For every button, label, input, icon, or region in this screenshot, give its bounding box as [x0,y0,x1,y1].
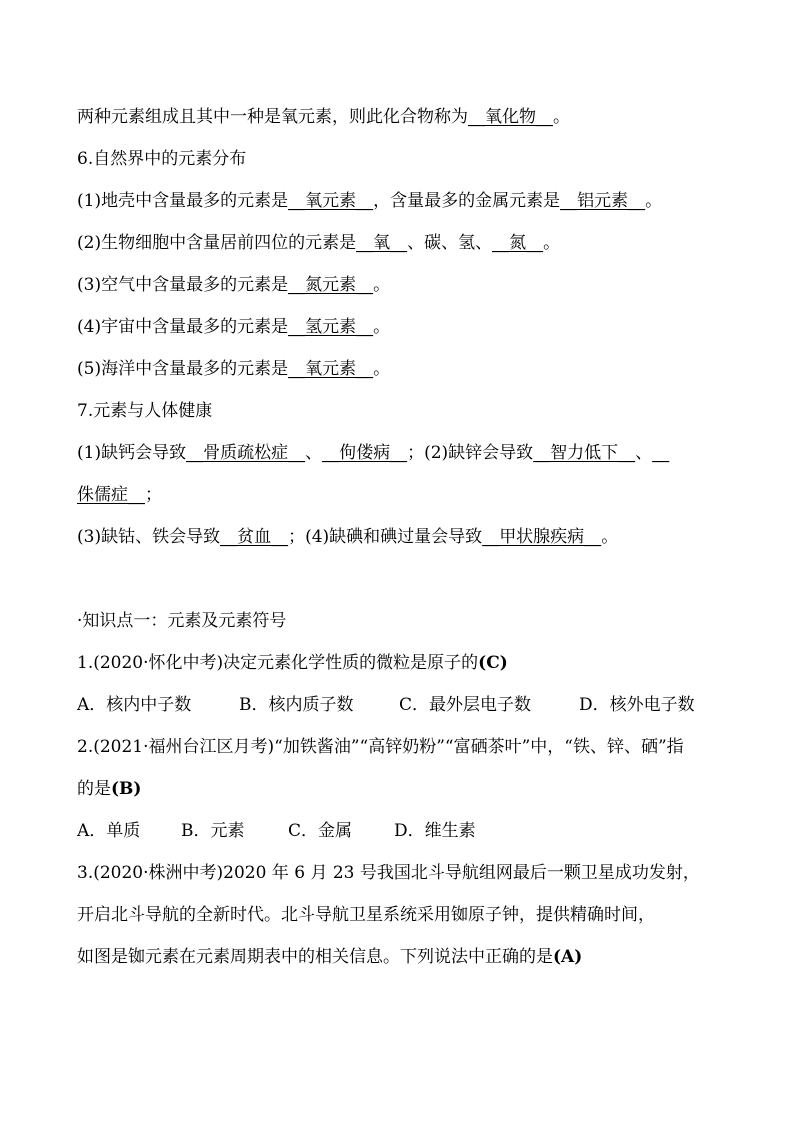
line-dwarfism [77,484,162,506]
answer-blank: __佝偻病__ [322,443,408,463]
text: 。 [543,233,561,253]
answer-blank: __甲状腺疾病__ [482,527,602,547]
question-2-line-1: 2.(2021·福州台江区月考)“加铁酱油”“高锌奶粉”“富硒茶叶”中，“铁、锌、硒”指 [77,737,684,757]
line-ocean [77,358,390,380]
knowledge-point-heading: ·知识点一：元素及元素符号 [77,611,287,631]
answer-blank: __铝元素__ [560,191,646,211]
answer-blank: __智力低下__ [533,443,636,463]
answer-blank: __氧元素__ [288,359,374,379]
answer-blank: __氮__ [492,233,544,253]
answer-blank: 侏儒症__ [77,485,145,505]
question-3-line-1: 3.(2020·株洲中考)2020 年 6 月 23 号我国北斗导航组网最后一颗卫星成功发射， [77,863,700,883]
question-text: 1.(2020·怀化中考)决定元素化学性质的微粒是原子的 [77,653,479,673]
question-1 [77,652,508,674]
text: (2)生物细胞中含量居前四位的元素是 [77,233,357,253]
answer-label: (A) [553,947,583,967]
text: 。 [373,275,391,295]
text: 、 [635,443,653,463]
text: (1)地壳中含量最多的元素是 [77,191,289,211]
question-text: 的是 [77,779,111,799]
option-b: B．核内质子数 [239,695,354,715]
option-c: C．金属 [288,821,353,841]
answer-blank: __ [652,443,670,463]
answer-blank: __氮元素__ [288,275,374,295]
text: (3)缺钴、铁会导致 [77,527,221,547]
answer-blank: __氧化物__ [468,107,553,127]
answer-label: (C) [478,653,508,673]
answer-label: (B) [111,779,142,799]
text: 。 [373,317,391,337]
option-c: C．最外层电子数 [399,695,532,715]
line-calcium-zinc [77,442,669,464]
text: (4)宇宙中含量最多的元素是 [77,317,289,337]
text: (5)海洋中含量最多的元素是 [77,359,289,379]
text: 。 [645,191,663,211]
line-air [77,274,390,296]
question-3-line-2: 开启北斗导航的全新时代。北斗导航卫星系统采用铷原子钟，提供精确时间， [77,905,655,925]
answer-blank: __氢元素__ [288,317,374,337]
text: (1)缺钙会导致 [77,443,187,463]
answer-blank: __氧__ [356,233,408,253]
line-cells [77,232,560,254]
text: 。 [553,107,570,127]
question-3-line-3 [77,946,582,968]
question-2-line-2 [77,778,141,800]
line-universe [77,316,390,338]
text: ；(2)缺锌会导致 [407,443,534,463]
text: 、 [305,443,323,463]
text: ； [145,485,162,505]
option-d: D．核外电子数 [579,695,695,715]
line-crust [77,190,662,212]
answer-blank: __骨质疏松症__ [186,443,306,463]
section-heading-6: 6.自然界中的元素分布 [77,149,247,169]
option-d: D．维生素 [394,821,476,841]
option-a: A．单质 [77,821,141,841]
text: 、碳、氢、 [407,233,493,253]
text: 。 [601,527,619,547]
text: 两种元素组成且其中一种是氧元素，则此化合物称为 [77,107,468,127]
text: 。 [373,359,391,379]
option-a: A．核内中子数 [77,695,192,715]
question-text: 如图是铷元素在元素周期表中的相关信息。下列说法中正确的是 [77,947,553,967]
line-oxide-definition [77,106,570,128]
text: ，含量最多的金属元素是 [373,191,561,211]
text: ；(4)缺碘和碘过量会导致 [288,527,483,547]
answer-blank: __氧元素__ [288,191,374,211]
section-heading-7: 7.元素与人体健康 [77,401,213,421]
option-b: B．元素 [181,821,245,841]
answer-blank: __贫血__ [220,527,289,547]
line-cobalt-iodine [77,526,618,548]
text: (3)空气中含量最多的元素是 [77,275,289,295]
